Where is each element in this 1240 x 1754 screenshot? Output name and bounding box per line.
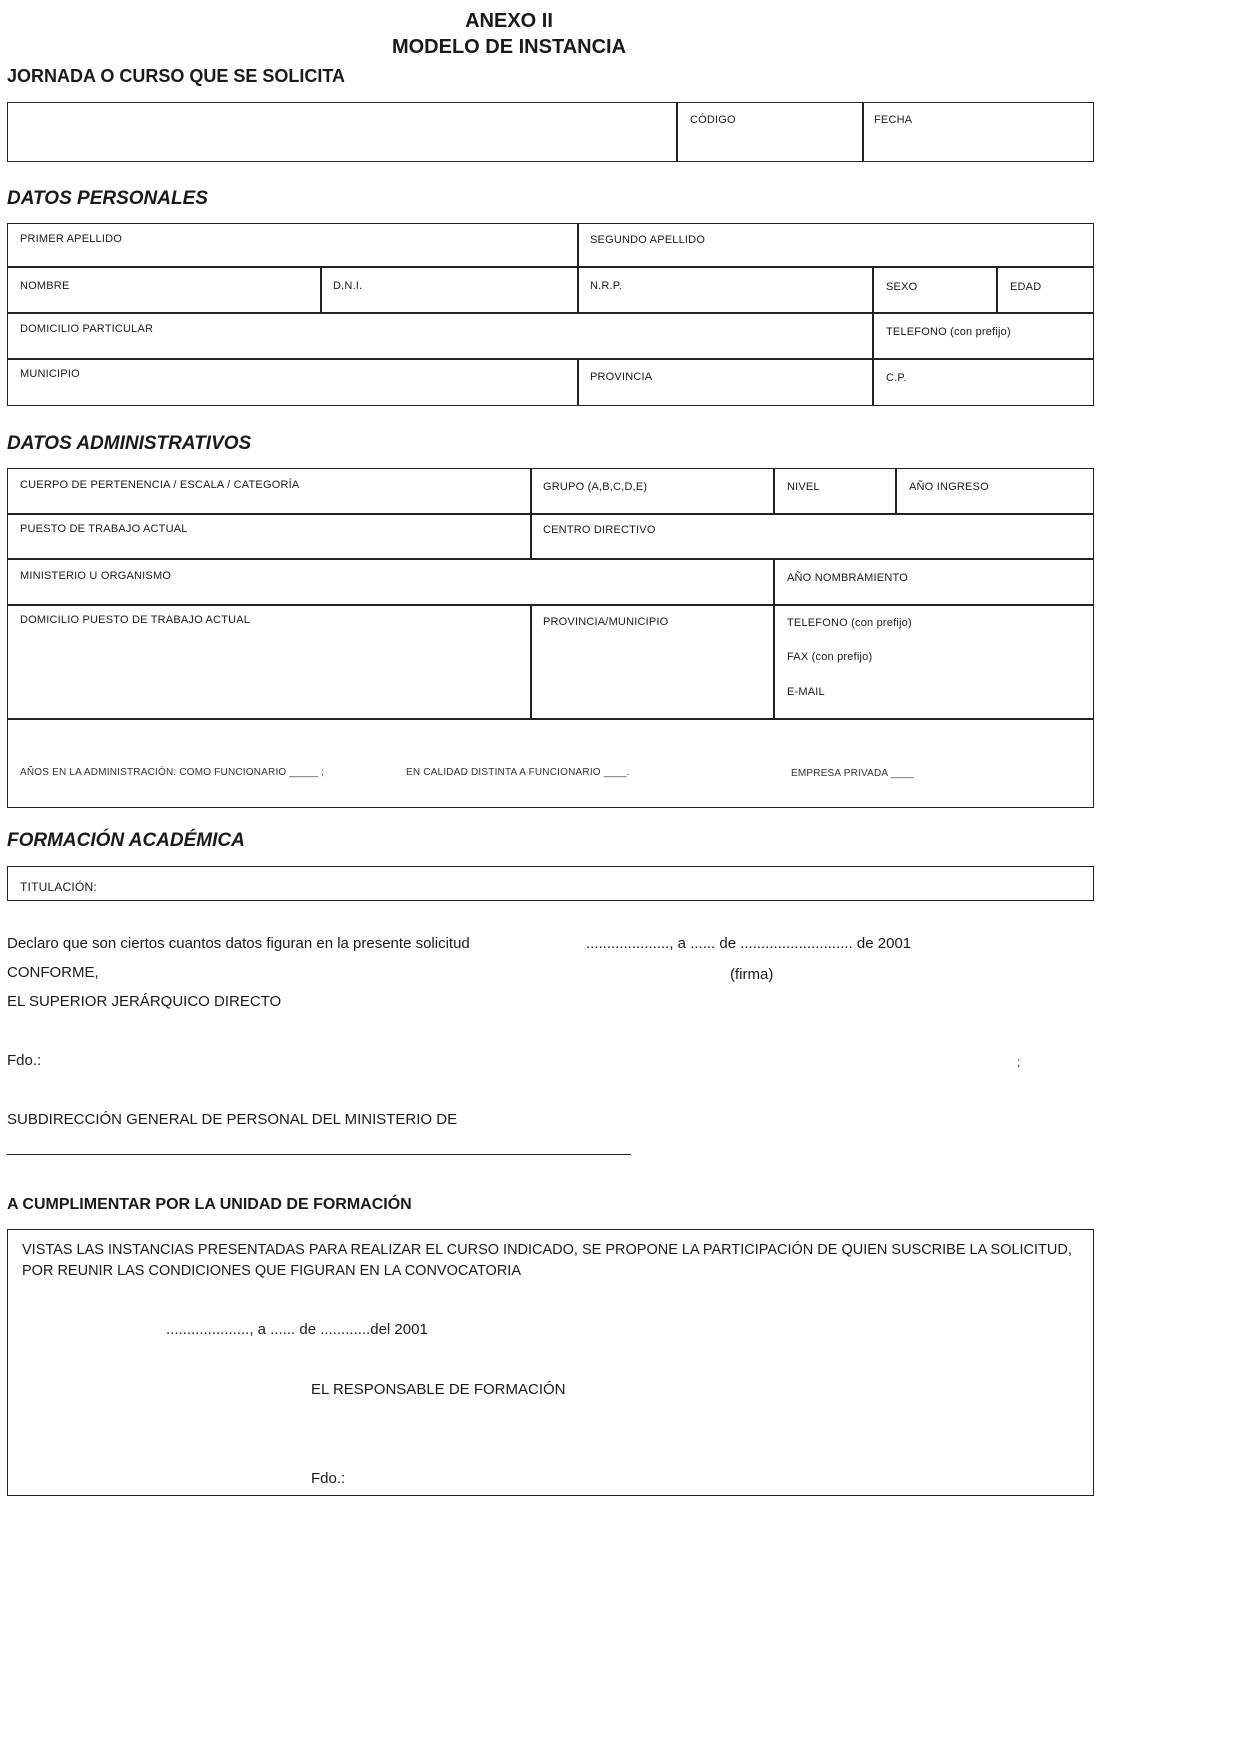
administrative-heading: DATOS ADMINISTRATIVOS	[7, 433, 252, 454]
fdo-text: Fdo.:	[7, 1052, 42, 1069]
postal-code-field[interactable]: C.P.	[886, 372, 907, 384]
years-other-field[interactable]: EN CALIDAD DISTINTA A FUNCIONARIO ____.	[406, 767, 630, 778]
subdirectorate-line[interactable]	[7, 1154, 631, 1155]
dni-field[interactable]: D.N.I.	[333, 280, 363, 292]
work-phone-field[interactable]: TELEFONO (con prefijo)	[787, 617, 912, 629]
personal-heading: DATOS PERSONALES	[7, 188, 208, 209]
entry-year-field[interactable]: AÑO INGRESO	[909, 481, 989, 493]
first-surname-field[interactable]: PRIMER APELLIDO	[20, 233, 123, 245]
group-field[interactable]: GRUPO (A,B,C,D,E)	[543, 481, 648, 493]
course-code-label: CÓDIGO	[690, 114, 736, 126]
work-address-field[interactable]: DOMICILIO PUESTO DE TRABAJO ACTUAL	[20, 614, 251, 626]
training-unit-text: VISTAS LAS INSTANCIAS PRESENTADAS PARA REALIZAR EL CURSO INDICADO, SE PROPONE LA PARTICIPACIÓN DE QUIEN SUSCRIBE LA SOLICITUD, POR REUNIR LAS CONDICIONES QUE FIGURAN EN LA CONVOCATORIA	[22, 1242, 1072, 1279]
course-box[interactable]	[7, 102, 1094, 162]
declaration-place-date[interactable]: ...................., a ...... de ........................... de 2001	[586, 935, 912, 952]
home-address-field[interactable]: DOMICILIO PARTICULAR	[20, 323, 154, 335]
stray-semicolon: ;	[1017, 1055, 1021, 1069]
course-date-label: FECHA	[874, 114, 913, 126]
training-unit-heading: A CUMPLIMENTAR POR LA UNIDAD DE FORMACIÓN	[7, 1196, 412, 1213]
conforme-text: CONFORME,	[7, 964, 99, 981]
training-unit-place-date[interactable]: ...................., a ...... de ............del 2001	[166, 1321, 428, 1338]
email-field[interactable]: E-MAIL	[787, 686, 825, 698]
training-fdo: Fdo.:	[311, 1470, 346, 1487]
second-surname-field[interactable]: SEGUNDO APELLIDO	[590, 234, 706, 246]
course-heading: JORNADA O CURSO QUE SE SOLICITA	[7, 66, 346, 86]
sex-field[interactable]: SEXO	[886, 281, 918, 293]
current-post-field[interactable]: PUESTO DE TRABAJO ACTUAL	[20, 523, 188, 535]
declaration-statement: Declaro que son ciertos cuantos datos figuran en la presente solicitud	[7, 935, 470, 952]
years-private-field[interactable]: EMPRESA PRIVADA ____	[791, 768, 914, 779]
municipality-field[interactable]: MUNICIPIO	[20, 368, 80, 380]
academic-heading: FORMACIÓN ACADÉMICA	[7, 830, 245, 851]
directorate-field[interactable]: CENTRO DIRECTIVO	[543, 524, 656, 536]
fax-field[interactable]: FAX (con prefijo)	[787, 651, 873, 663]
superior-text: EL SUPERIOR JERÁRQUICO DIRECTO	[7, 993, 282, 1010]
ministry-field[interactable]: MINISTERIO U ORGANISMO	[20, 570, 172, 582]
degree-field[interactable]: TITULACIÓN:	[20, 880, 97, 894]
age-field[interactable]: EDAD	[1010, 281, 1042, 293]
subdirectorate-text: SUBDIRECCIÓN GENERAL DE PERSONAL DEL MINISTERIO DE	[7, 1111, 458, 1128]
page-title: MODELO DE INSTANCIA	[391, 36, 627, 58]
degree-box	[7, 866, 1094, 901]
body-scale-field[interactable]: CUERPO DE PERTENENCIA / ESCALA / CATEGORÍA	[20, 479, 300, 491]
years-civil-servant-field[interactable]: AÑOS EN LA ADMINISTRACIÓN: COMO FUNCIONARIO _____ ;	[20, 767, 325, 778]
province-municipality-field[interactable]: PROVINCIA/MUNICIPIO	[543, 616, 669, 628]
declaration-signature: (firma)	[730, 966, 774, 983]
appointment-year-field[interactable]: AÑO NOMBRAMIENTO	[787, 572, 908, 584]
nrp-field[interactable]: N.R.P.	[590, 280, 623, 292]
phone-field[interactable]: TELEFONO (con prefijo)	[886, 326, 1011, 338]
training-responsible: EL RESPONSABLE DE FORMACIÓN	[311, 1381, 566, 1398]
level-field[interactable]: NIVEL	[787, 481, 820, 493]
personal-data-table	[7, 223, 1094, 406]
name-field[interactable]: NOMBRE	[20, 280, 70, 292]
province-field[interactable]: PROVINCIA	[590, 371, 653, 383]
annex-number: ANEXO II	[465, 10, 553, 32]
administrative-data-table	[7, 468, 1094, 808]
